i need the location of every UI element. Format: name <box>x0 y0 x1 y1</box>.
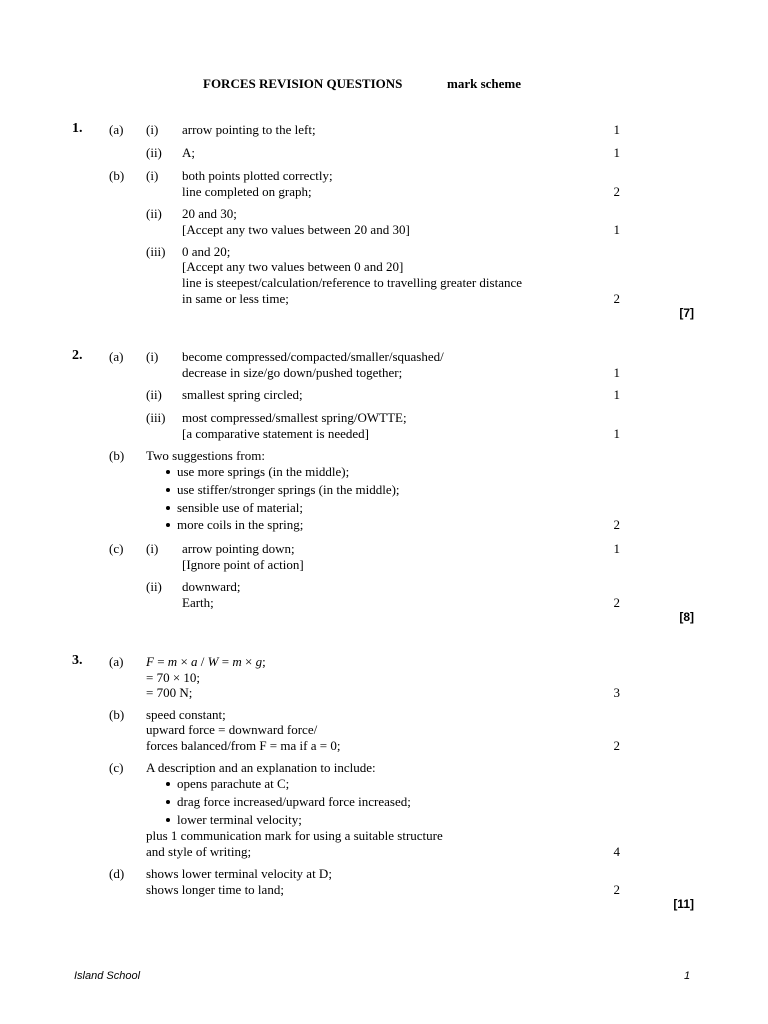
answer-text: Earth; <box>182 595 214 610</box>
bullet-dot <box>166 800 170 804</box>
subpart-label: (ii) <box>146 145 162 160</box>
answer-text: decrease in size/go down/pushed together; <box>182 365 403 380</box>
answer-text: speed constant; <box>146 707 226 722</box>
answer-text: plus 1 communication mark for using a suitable structure <box>146 828 443 843</box>
question-number: 3. <box>72 653 83 668</box>
formula-var: F <box>146 654 154 669</box>
subpart-label: (ii) <box>146 206 162 221</box>
bullet-item: use more springs (in the middle); <box>177 464 350 479</box>
subpart-label: (ii) <box>146 387 162 402</box>
bullet-item: drag force increased/upward force increased; <box>177 794 411 809</box>
mark-value: 2 <box>613 595 620 610</box>
bullet-dot <box>166 470 170 474</box>
subpart-label: (i) <box>146 168 159 183</box>
part-label: (a) <box>109 349 124 364</box>
answer-text: both points plotted correctly; <box>182 168 333 183</box>
mark-value: 2 <box>613 517 620 532</box>
mark-value: 2 <box>613 882 620 897</box>
question-number: 2. <box>72 348 83 363</box>
mark-value: 1 <box>613 222 620 237</box>
page-subtitle: mark scheme <box>447 76 522 91</box>
subpart-label: (iii) <box>146 244 166 259</box>
answer-text: shows longer time to land; <box>146 882 284 897</box>
part-label: (b) <box>109 168 125 183</box>
part-label: (b) <box>109 448 125 463</box>
formula-line <box>146 654 266 670</box>
mark-value: 1 <box>613 387 620 402</box>
mark-value: 2 <box>613 738 620 753</box>
formula-var: W <box>207 654 219 669</box>
answer-text: Two suggestions from: <box>146 448 265 463</box>
mark-value: 1 <box>613 365 620 380</box>
answer-text: A; <box>182 145 195 160</box>
question-total: [7] <box>679 306 694 320</box>
answer-text: A description and an explanation to include: <box>146 760 376 775</box>
question-total: [8] <box>679 610 694 624</box>
mark-value: 4 <box>613 844 620 859</box>
formula-op: = <box>218 654 233 669</box>
part-label: (a) <box>109 122 124 137</box>
answer-text: and style of writing; <box>146 844 252 859</box>
answer-text: downward; <box>182 579 241 594</box>
subpart-label: (i) <box>146 122 159 137</box>
footer-school: Island School <box>74 970 141 982</box>
question-total: [11] <box>673 897 694 911</box>
mark-value: 3 <box>613 685 620 700</box>
mark-value: 1 <box>613 541 620 556</box>
mark-value: 2 <box>613 184 620 199</box>
answer-text: become compressed/compacted/smaller/squashed/ <box>182 349 444 364</box>
answer-text: [a comparative statement is needed] <box>182 426 369 441</box>
answer-text: forces balanced/from F = ma if a = 0; <box>146 738 341 753</box>
answer-text: shows lower terminal velocity at D; <box>146 866 332 881</box>
formula-op: ; <box>262 654 266 669</box>
answer-text: arrow pointing down; <box>182 541 295 556</box>
subpart-label: (i) <box>146 541 159 556</box>
part-label: (b) <box>109 707 125 722</box>
answer-text: [Accept any two values between 20 and 30] <box>182 222 410 237</box>
question-number: 1. <box>72 121 83 136</box>
mark-value: 1 <box>613 145 620 160</box>
bullet-dot <box>166 818 170 822</box>
formula-op: = <box>153 654 168 669</box>
answer-text: [Accept any two values between 0 and 20] <box>182 259 404 274</box>
answer-text: line is steepest/calculation/reference to travelling greater distance <box>182 275 523 290</box>
bullet-dot <box>166 488 170 492</box>
bullet-item: use stiffer/stronger springs (in the middle); <box>177 482 400 497</box>
answer-text: arrow pointing to the left; <box>182 122 316 137</box>
mark-value: 1 <box>613 122 620 137</box>
page-number: 1 <box>684 970 691 982</box>
bullet-item: opens parachute at C; <box>177 776 290 791</box>
page-title: FORCES REVISION QUESTIONS <box>203 76 403 91</box>
answer-text: line completed on graph; <box>182 184 312 199</box>
formula-op: × <box>177 654 192 669</box>
formula-op: × <box>241 654 256 669</box>
subpart-label: (ii) <box>146 579 162 594</box>
answer-text: = 70 × 10; <box>146 670 201 685</box>
part-label: (c) <box>109 760 124 775</box>
part-label: (a) <box>109 654 124 669</box>
answer-text: [Ignore point of action] <box>182 557 304 572</box>
bullet-dot <box>166 782 170 786</box>
formula-var: m <box>167 654 178 669</box>
bullet-item: lower terminal velocity; <box>177 812 302 827</box>
bullet-item: more coils in the spring; <box>177 517 304 532</box>
part-label: (c) <box>109 541 124 556</box>
answer-text: most compressed/smallest spring/OWTTE; <box>182 410 407 425</box>
answer-text: smallest spring circled; <box>182 387 303 402</box>
formula-var: g <box>255 654 263 669</box>
answer-text: 20 and 30; <box>182 206 237 221</box>
answer-text: in same or less time; <box>182 291 289 306</box>
answer-text: 0 and 20; <box>182 244 231 259</box>
mark-value: 2 <box>613 291 620 306</box>
bullet-dot <box>166 523 170 527</box>
answer-text: = 700 N; <box>146 685 193 700</box>
bullet-dot <box>166 506 170 510</box>
mark-value: 1 <box>613 426 620 441</box>
formula-var: a <box>191 654 198 669</box>
part-label: (d) <box>109 866 125 881</box>
formula-var: m <box>232 654 242 669</box>
formula-op: / <box>197 654 208 669</box>
subpart-label: (i) <box>146 349 159 364</box>
bullet-item: sensible use of material; <box>177 500 303 515</box>
answer-text: upward force = downward force/ <box>146 722 318 737</box>
subpart-label: (iii) <box>146 410 166 425</box>
